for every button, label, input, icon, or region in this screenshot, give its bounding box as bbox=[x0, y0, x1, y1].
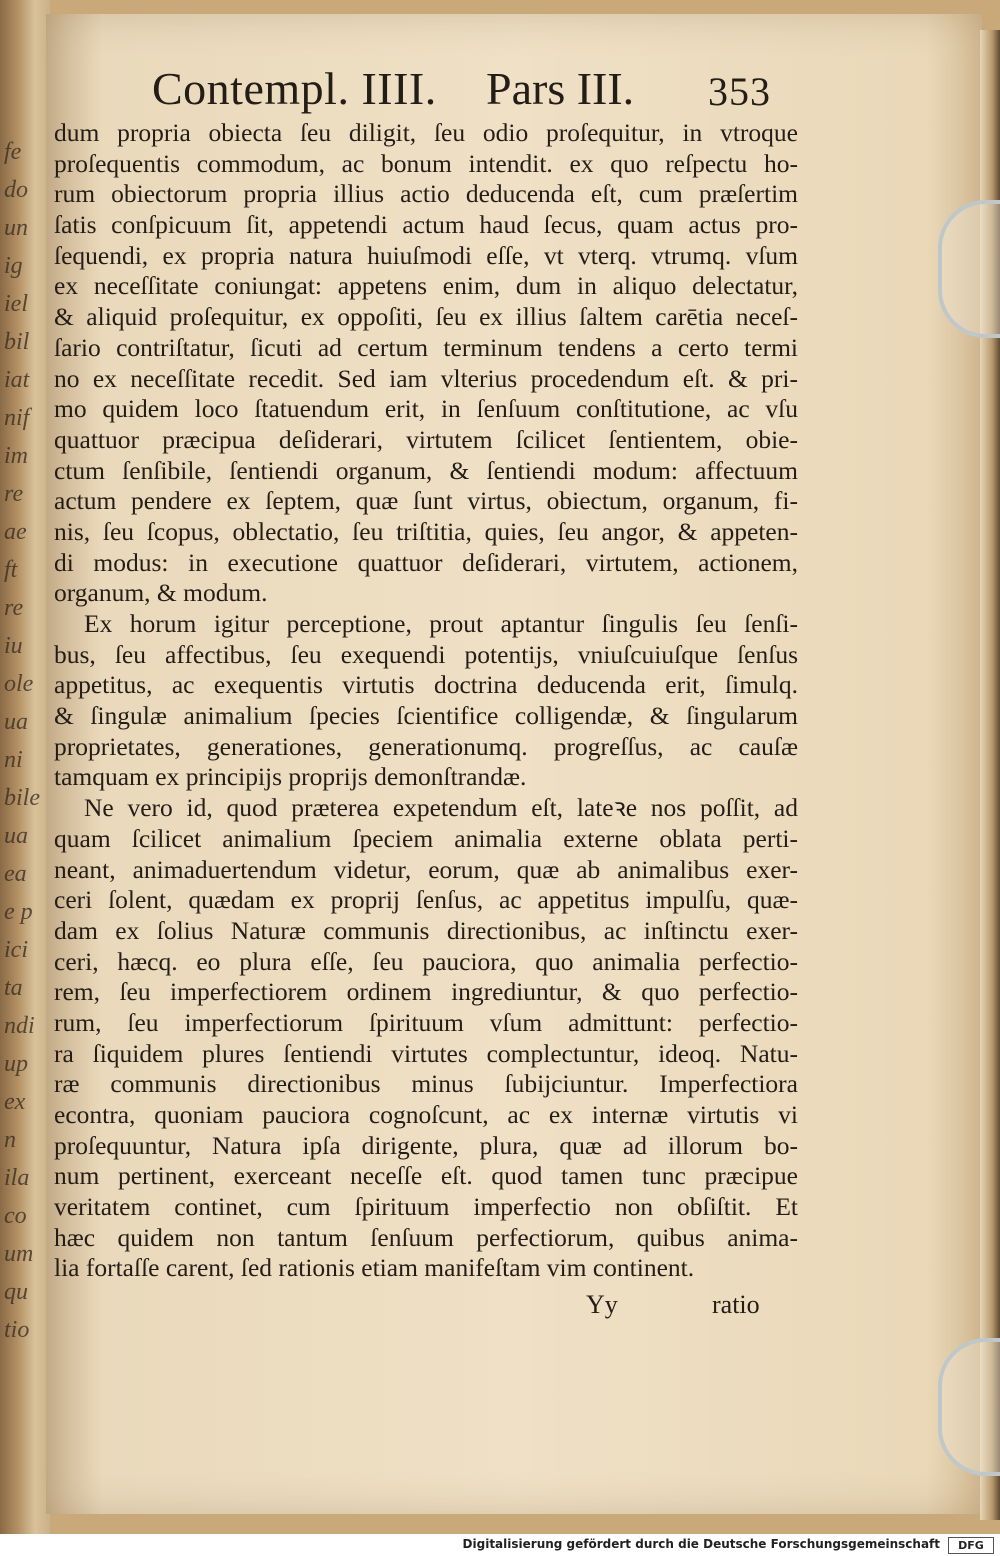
gutter-fragment: qu bbox=[4, 1279, 28, 1305]
running-title: Contempl. IIII. bbox=[152, 63, 437, 114]
text-line: ex neceſſitate coniungat: appetens enim, dum in aliquo delectatur, bbox=[54, 271, 798, 301]
text-line: rum obiectorum propria illius actio deducenda eſt, cum præſertim bbox=[54, 179, 798, 209]
funding-note: Digitalisierung gefördert durch die Deutsche Forschungsgemeinschaft bbox=[462, 1537, 940, 1551]
text-line: dam ex ſolius Naturæ communis directionibus, ac inſtinctu exer- bbox=[54, 915, 798, 945]
text-line: dum propria obiecta ſeu diligit, ſeu odio proſequitur, in vtroque bbox=[54, 118, 798, 147]
text-line: proſequuntur, Natura ipſa dirigente, plura, quæ ad illorum bo- bbox=[54, 1130, 798, 1160]
gutter-fragment: im bbox=[4, 443, 28, 469]
gutter-fragment: tio bbox=[4, 1317, 30, 1343]
text-line: & aliquid proſequitur, ex oppoſiti, ſeu ex illius ſaltem carētia neceſ- bbox=[54, 302, 798, 332]
text-line: appetitus, ac exequentis virtutis doctrina deducenda erit, ſimulq. bbox=[54, 670, 798, 700]
gutter-fragment: ndi bbox=[4, 1013, 35, 1039]
gutter-fragment: fe bbox=[4, 139, 22, 165]
page-clip-top bbox=[938, 200, 1000, 338]
gutter-fragment: co bbox=[4, 1203, 27, 1229]
gutter-fragment: ole bbox=[4, 671, 34, 697]
gutter-fragment: up bbox=[4, 1051, 28, 1077]
text-line: veritatem continet, cum ſpirituum imperfectio non obſiſtit. Et bbox=[54, 1192, 798, 1222]
page-clip-bottom bbox=[938, 1338, 1000, 1476]
text-line: ceri ſolent, quædam ex proprij ſenſus, ac appetitus impulſu, quæ- bbox=[54, 885, 798, 915]
text-line: rem, ſeu imperfectiorem ordinem ingrediuntur, & quo perfectio- bbox=[54, 977, 798, 1007]
dfg-logo: DFG bbox=[948, 1537, 994, 1554]
gutter-fragment: re bbox=[4, 481, 24, 507]
text-line: ſario contriſtatur, ſicuti ad certum terminum tendens a certo termi bbox=[54, 332, 798, 362]
gutter-fragment: re bbox=[4, 595, 24, 621]
gutter-fragment: ft bbox=[4, 557, 18, 583]
text-line: ceri, hæcq. eo plura eſſe, ſeu pauciora, quo animalia perfectio- bbox=[54, 946, 798, 976]
running-header bbox=[0, 62, 1000, 118]
text-line: di modus: in executione quattuor deſiderari, virtutem, actionem, bbox=[54, 547, 798, 577]
catchword: ratio bbox=[712, 1290, 760, 1319]
gutter-fragment: iu bbox=[4, 633, 23, 659]
digitization-footer bbox=[0, 1534, 1000, 1556]
text-line: rum, ſeu imperfectiorum ſpirituum vſum admittunt: perfectio- bbox=[54, 1007, 798, 1037]
gutter-fragment: do bbox=[4, 177, 28, 203]
gutter-fragment: ea bbox=[4, 861, 27, 887]
gutter-fragment: ua bbox=[4, 823, 28, 849]
facing-page-gutter bbox=[0, 0, 50, 1534]
gutter-fragment: nif bbox=[4, 405, 30, 431]
gutter-fragment: ni bbox=[4, 747, 23, 773]
gutter-fragment: ua bbox=[4, 709, 28, 735]
gutter-fragment: ig bbox=[4, 253, 23, 279]
text-line: & ſingulæ animalium ſpecies ſcientifice colligendæ, & ſingularum bbox=[54, 701, 798, 731]
gutter-fragment: ici bbox=[4, 937, 28, 963]
text-line: ſequendi, ex propria natura huiuſmodi eſſe, vt vterq. vtrumq. vſum bbox=[54, 240, 798, 270]
gutter-fragment: um bbox=[4, 1241, 34, 1267]
text-line: num pertinent, exerceant neceſſe eſt. quod tamen tunc præcipue bbox=[54, 1161, 798, 1191]
text-line: Ne vero id, quod præterea expetendum eſt, lateꝛe nos poſſit, ad bbox=[84, 793, 798, 823]
part-label: Pars III. bbox=[486, 63, 635, 114]
gutter-fragment: bil bbox=[4, 329, 30, 355]
page-number: 353 bbox=[708, 69, 771, 114]
text-line: mo quidem loco ſtatuendum erit, in ſenſuum conſtitutione, ac vſu bbox=[54, 394, 798, 424]
gutter-fragment: iat bbox=[4, 367, 30, 393]
text-line: ræ communis directionibus minus ſubijciuntur. Imperfectiora bbox=[54, 1069, 798, 1099]
text-line: organum, & modum. bbox=[54, 578, 268, 608]
gutter-fragment: bile bbox=[4, 785, 40, 811]
text-line: tamquam ex principijs proprijs demonſtrandæ. bbox=[54, 762, 527, 792]
text-line: bus, ſeu affectibus, ſeu exequendi potentijs, vniuſcuiuſque ſenſus bbox=[54, 639, 798, 669]
text-line: nis, ſeu ſcopus, oblectatio, ſeu triſtitia, quies, ſeu angor, & appeten- bbox=[54, 516, 798, 546]
gutter-fragment: e p bbox=[4, 899, 33, 925]
gutter-fragment: iel bbox=[4, 291, 28, 317]
text-line: ra ſiquidem plures ſentiendi virtutes complectuntur, ideoq. Natu- bbox=[54, 1038, 798, 1068]
text-line: neant, animaduertendum videtur, eorum, quæ ab animalibus exer- bbox=[54, 854, 798, 884]
text-line: lia fortaſſe carent, ſed rationis etiam manifeſtam vim continent. bbox=[54, 1253, 695, 1283]
text-line: proſequentis commodum, ac bonum intendit. ex quo reſpectu ho- bbox=[54, 148, 798, 178]
gutter-fragment: ta bbox=[4, 975, 23, 1001]
text-line: quam ſcilicet animalium ſpeciem animalia externe oblata perti- bbox=[54, 823, 798, 853]
gutter-fragment: ila bbox=[4, 1165, 30, 1191]
text-line: quattuor præcipua deſiderari, virtutem ſcilicet ſentientem, obie- bbox=[54, 424, 798, 454]
gutter-fragment: n bbox=[4, 1127, 16, 1153]
text-line: actum pendere ex ſeptem, quæ ſunt virtus, obiectum, organum, fi- bbox=[54, 486, 798, 516]
signature-mark: Yy bbox=[586, 1290, 618, 1319]
text-line: econtra, quoniam pauciora cognoſcunt, ac ex internæ virtutis vi bbox=[54, 1100, 798, 1129]
text-line: ſatis conſpicuum ſit, appetendi actum haud ſecus, quam actus pro- bbox=[54, 210, 798, 240]
text-line: hæc quidem non tantum ſenſuum perfectiorum, quibus anima- bbox=[54, 1222, 798, 1252]
text-line: ctum ſenſibile, ſentiendi organum, & ſentiendi modum: affectuum bbox=[54, 455, 798, 485]
text-line: proprietates, generationes, generationumq. progreſſus, ac cauſæ bbox=[54, 731, 798, 761]
gutter-fragment: ex bbox=[4, 1089, 26, 1115]
body-text bbox=[54, 118, 798, 1284]
text-line: Ex horum igitur perceptione, prout aptantur ſingulis ſeu ſenſi- bbox=[84, 609, 798, 638]
text-line: no ex neceſſitate recedit. Sed iam vlterius procedendum eſt. & pri- bbox=[54, 363, 798, 393]
gutter-fragment: ae bbox=[4, 519, 27, 545]
gutter-fragment: un bbox=[4, 215, 28, 241]
